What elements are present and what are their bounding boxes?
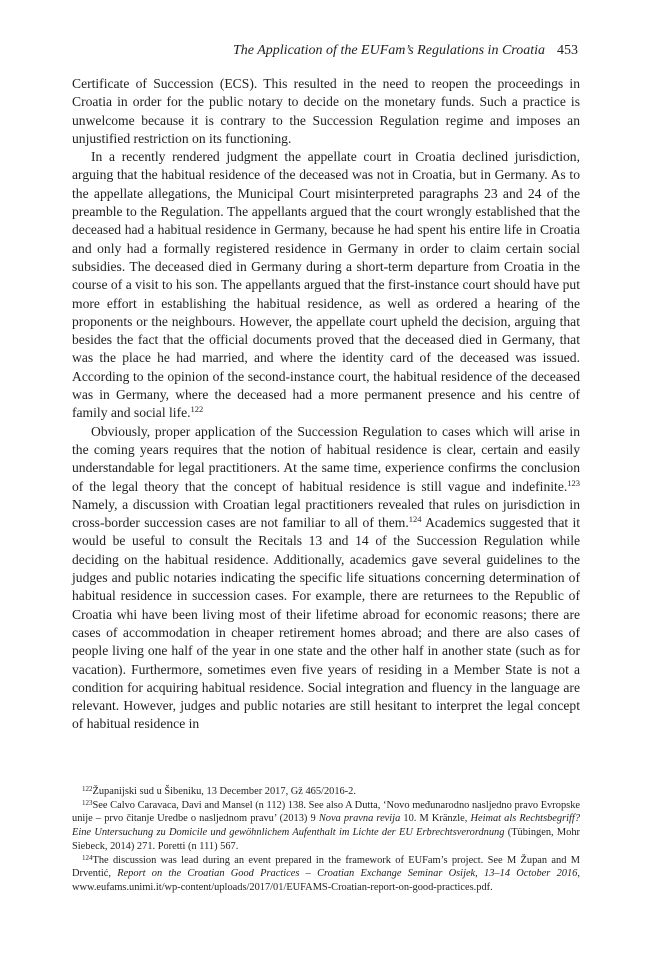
footnote-123 xyxy=(72,799,580,854)
footnote-text: The discussion was lead during an event prepared in the framework of EUFam’s project. See M Župan and M Drventić, xyxy=(72,854,580,880)
report-title: Report on the Croatian Good Practices – Croatian Exchange Seminar Osijek, 13–14 October 2016 xyxy=(117,868,578,880)
footnote-122 xyxy=(72,785,580,799)
body-text xyxy=(72,75,580,734)
footnote-text: , www.eufams.unimi.it/wp-content/uploads/2017/01/EUFAMS-Croatian-report-on-good-practices.pdf. xyxy=(72,868,580,893)
footnote-ref-122[interactable]: 122 xyxy=(190,404,204,415)
book-title: Heimat als Rechtsbegriff? Eine Untersuchung zu Domicile und gewöhnlichem Aufenthalt im Lichte der EU Erbrechtsverordnung xyxy=(72,813,581,839)
footnotes xyxy=(72,785,580,895)
paragraph-3-text-c: Academics suggested that it would be useful to consult the Recitals 13 and 14 of the Succession Regulation while deciding on the habitual residence. Additionally, academics gave several guidelines to the judges and public notaries indicating the specific life situations concerning determination of habitual residence in succession cases. For example, there are returnees to the Republic of Croatia whi have been living most of their lifetime abroad for economic reasons; there are cases of accommodation in cheaper retirement homes abroad; and there are also cases of people living one half of the year in one state and the other half in another state (such as for vacation). Furthermore, sometimes even five years of residing in a Member State is not a condition for acquiring habitual residence. Social integration and fluency in the language are relevant. However, judges and public notaries are still hesitant to interpret the legal concept of habitual residence in xyxy=(72,515,581,732)
paragraph-1: Certificate of Succession (ECS). This resulted in the need to reopen the proceedings in Croatia in order for the public notary to decide on the monetary funds. Such a practice is unwelcome because it is contrary to the Succession Regulation regime and imposes an unjustified restriction on its functioning. xyxy=(72,76,580,146)
page-number: 453 xyxy=(557,43,578,58)
paragraph-3-text-b: Namely, a discussion with Croatian legal practitioners revealed that rules on jurisdiction in cross-border succession cases are not familiar to all of them. xyxy=(72,496,580,531)
footnote-ref-123[interactable]: 123 xyxy=(567,477,580,488)
footnote-text: (Tübingen, Mohr Siebeck, 2014) 271. Poretti (n 111) 567. xyxy=(72,827,580,852)
footnote-text: See Calvo Caravaca, Davi and Mansel (n 112) 138. See also A Dutta, ‘Novo međunarodno nasljedno pravo Evropske unije – prvo čitanje Uredbe o nasljednom pravu’ (2013) 9 xyxy=(72,799,580,825)
paragraph-2-text: In a recently rendered judgment the appellate court in Croatia declined jurisdiction, arguing that the habitual residence of the deceased was not in Croatia, but in Germany. As to the appellate allegations, the Municipal Court misinterpreted paragraphs 23 and 24 of the preamble to the Regulation. The appellants argued that the court wrongly established that the deceased had a habitual residence in Germany, because he had spent his entire life in Croatia and only had a formally registered residence in Germany in order to claim certain social subsidies. The deceased died in Germany during a short-term departure from Croatia in the course of a visit to his son. The appellants argued that the first-instance court should have put more effort in establishing the habitual residence, as well as ordered a hearing of the proponents or the neighbours. However, the appellate court upheld the decision, arguing that besides the fact that the official documents proved that the deceased died in Germany, that was the place he had married, and where the identity card of the deceased was issued. According to the opinion of the second-instance court, the habitual residence of the deceased was in Germany, where the deceased had a more permanent presence and his centre of family and social life. xyxy=(72,149,580,421)
footnote-number: 124 xyxy=(82,853,93,862)
journal-title: Nova pravna revija xyxy=(318,813,401,825)
paragraph-3 xyxy=(72,423,580,734)
footnote-number: 122 xyxy=(82,785,93,793)
footnote-124 xyxy=(72,854,580,895)
footnote-text: 10. M Kränzle, xyxy=(400,813,471,825)
footnote-number: 123 xyxy=(82,798,93,807)
paragraph-2 xyxy=(72,148,580,422)
running-head xyxy=(72,42,578,60)
footnote-ref-124[interactable]: 124 xyxy=(408,514,422,525)
running-head-title: The Application of the EUFam’s Regulations in Croatia xyxy=(232,43,545,58)
paragraph-3-text-a: Obviously, proper application of the Succession Regulation to cases which will arise in the coming years requires that the notion of habitual residence is clear, certain and easily understandable for legal practitioners. At the same time, experience confirms the conclusion of the legal theory that the concept of habitual residence is still vague and indefinite. xyxy=(72,423,580,494)
footnote-text: Županijski sud u Šibeniku, 13 December 2017, Gž 465/2016-2. xyxy=(92,786,356,797)
